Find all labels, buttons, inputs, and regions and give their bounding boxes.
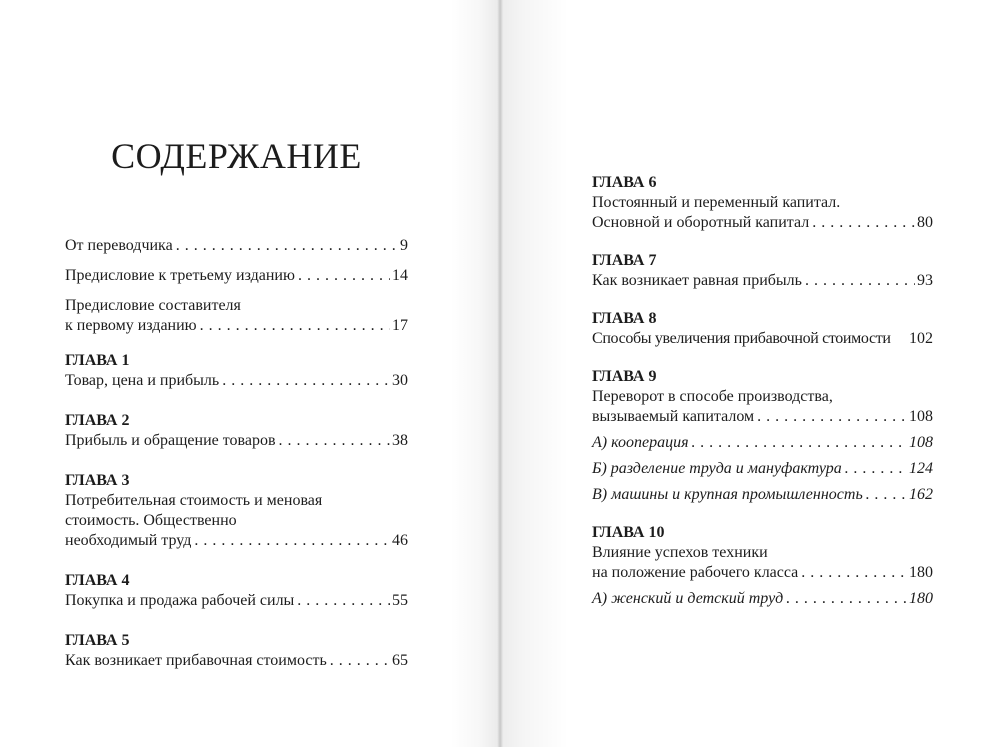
toc-chapter: [65, 571, 408, 611]
dot-leader: [812, 213, 915, 233]
dot-leader: [786, 589, 907, 609]
page-number: 124: [909, 460, 933, 477]
toc-row: [592, 543, 933, 563]
dot-leader: [845, 459, 907, 479]
toc-chapter: [592, 173, 933, 233]
dot-leader: [176, 236, 398, 256]
toc-chapter: [592, 251, 933, 291]
page-number: 108: [909, 408, 933, 425]
page-number: 38: [392, 432, 408, 449]
toc-label: Б) разделение труда и мануфактура: [592, 460, 842, 477]
toc-label: Как возникает прибавочная стоимость: [65, 652, 327, 669]
dot-leader: [194, 531, 390, 551]
page-number: 9: [400, 237, 408, 254]
toc-chapter: [592, 523, 933, 583]
page-number: 46: [392, 532, 408, 549]
dot-leader: [222, 371, 390, 391]
toc-row: [65, 591, 408, 611]
toc-row: [65, 316, 408, 336]
toc-subentry: [592, 459, 933, 479]
toc-label: Переворот в способе производства,: [592, 388, 833, 405]
toc-label: стоимость. Общественно: [65, 512, 237, 529]
toc-row: [65, 266, 408, 286]
toc-label: Прибыль и обращение товаров: [65, 432, 276, 449]
dot-leader: [297, 591, 390, 611]
toc-row: [592, 193, 933, 213]
toc-row: [592, 589, 933, 609]
toc-label: А) кооперация: [592, 434, 689, 451]
toc-label: В) машины и крупная промышленность: [592, 486, 863, 503]
dot-leader: [279, 431, 390, 451]
dot-leader: [801, 563, 907, 583]
toc-row: [592, 407, 933, 427]
chapter-heading: ГЛАВА 2: [65, 412, 130, 429]
dot-leader: [805, 271, 915, 291]
chapter-heading: ГЛАВА 6: [592, 174, 657, 191]
toc-entry: [65, 236, 408, 256]
toc-row: [592, 329, 933, 349]
toc-subentry: [592, 485, 933, 505]
page-number: 65: [392, 652, 408, 669]
page-number: 14: [392, 267, 408, 284]
page-number: 30: [392, 372, 408, 389]
toc-row: [65, 236, 408, 256]
toc-row: [65, 431, 408, 451]
chapter-heading: ГЛАВА 5: [65, 632, 130, 649]
toc-label: Предисловие составителя: [65, 297, 241, 314]
toc-subentry: [592, 589, 933, 609]
toc-label: Потребительная стоимость и меновая: [65, 492, 323, 509]
toc-label: А) женский и детский труд: [592, 590, 784, 607]
toc-subentry: [592, 433, 933, 453]
chapter-heading: ГЛАВА 3: [65, 472, 130, 489]
toc-label: Основной и оборотный капитал: [592, 214, 810, 231]
chapter-heading: ГЛАВА 9: [592, 368, 657, 385]
toc-label: Способы увеличения прибавочной стоимости: [592, 330, 891, 347]
dot-leader: [298, 266, 390, 286]
toc-row: [592, 271, 933, 291]
toc-row: [592, 485, 933, 505]
toc-entry: [65, 296, 408, 336]
page-number: 93: [917, 272, 933, 289]
toc-row: [592, 213, 933, 233]
page-number: 162: [909, 486, 933, 503]
chapter-heading: ГЛАВА 1: [65, 352, 130, 369]
toc-chapter: [65, 411, 408, 451]
toc-row: [592, 387, 933, 407]
toc-row: [65, 491, 408, 511]
toc-chapter: [592, 309, 933, 349]
dot-leader: [866, 485, 907, 505]
toc-entry: [65, 266, 408, 286]
page-number: 108: [909, 434, 933, 451]
toc-chapter: [65, 471, 408, 551]
dot-leader: [757, 407, 907, 427]
chapter-heading: ГЛАВА 8: [592, 310, 657, 327]
toc-label: Постоянный и переменный капитал.: [592, 194, 841, 211]
toc-row: [65, 296, 408, 316]
toc-chapter: [592, 367, 933, 427]
toc-row: [65, 651, 408, 671]
toc-label: Покупка и продажа рабочей силы: [65, 592, 295, 609]
toc-label: Влияние успехов техники: [592, 544, 768, 561]
page-number: 180: [909, 590, 933, 607]
dot-leader: [330, 651, 390, 671]
toc-label: на положение рабочего класса: [592, 564, 799, 581]
page-number: 102: [909, 330, 933, 347]
chapter-heading: ГЛАВА 10: [592, 524, 665, 541]
toc-label: необходимый труд: [65, 532, 192, 549]
toc-row: [592, 433, 933, 453]
left-page: [65, 137, 408, 671]
chapter-heading: ГЛАВА 4: [65, 572, 130, 589]
dot-leader: [200, 316, 390, 336]
toc-row: [65, 531, 408, 551]
toc-row: [592, 459, 933, 479]
toc-label: к первому изданию: [65, 317, 197, 334]
toc-label: вызываемый капиталом: [592, 408, 755, 425]
toc-chapter: [65, 351, 408, 391]
toc-label: Товар, цена и прибыль: [65, 372, 220, 389]
toc-row: [65, 371, 408, 391]
page-number: 80: [917, 214, 933, 231]
toc-title: СОДЕРЖАНИЕ: [111, 136, 362, 176]
toc-label: Как возникает равная прибыль: [592, 272, 802, 289]
right-page: [592, 173, 933, 609]
book-gutter-shadow: [450, 0, 568, 747]
toc-row: [65, 511, 408, 531]
page-number: 55: [392, 592, 408, 609]
toc-chapter: [65, 631, 408, 671]
toc-label: От переводчика: [65, 237, 173, 254]
page-number: 180: [909, 564, 933, 581]
toc-label: Предисловие к третьему изданию: [65, 267, 295, 284]
page-number: 17: [392, 317, 408, 334]
toc-row: [592, 563, 933, 583]
chapter-heading: ГЛАВА 7: [592, 252, 657, 269]
dot-leader: [692, 433, 907, 453]
